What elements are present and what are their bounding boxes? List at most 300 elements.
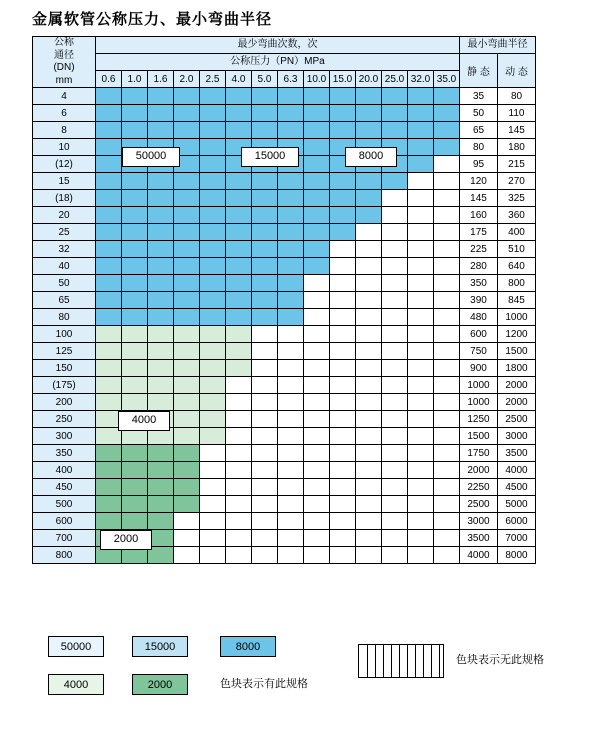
spec-cell xyxy=(278,530,304,547)
spec-cell xyxy=(96,326,122,343)
spec-cell xyxy=(278,88,304,105)
spec-cell xyxy=(382,88,408,105)
spec-cell xyxy=(304,88,330,105)
spec-cell xyxy=(96,207,122,224)
legend-swatch-50000 xyxy=(48,636,104,657)
spec-cell xyxy=(252,394,278,411)
spec-cell xyxy=(148,326,174,343)
spec-cell xyxy=(434,190,460,207)
spec-cell xyxy=(304,326,330,343)
radius-static-value: 350 xyxy=(460,275,498,292)
spec-cell xyxy=(226,224,252,241)
spec-cell xyxy=(330,547,356,564)
spec-cell xyxy=(200,394,226,411)
spec-cell xyxy=(174,326,200,343)
dn-value: 150 xyxy=(33,360,96,377)
spec-cell xyxy=(408,190,434,207)
spec-cell xyxy=(96,122,122,139)
pressure-col-header-6: 5.0 xyxy=(252,71,278,88)
spec-cell xyxy=(434,530,460,547)
spec-cell xyxy=(122,275,148,292)
spec-cell xyxy=(96,496,122,513)
table-row xyxy=(33,462,536,479)
spec-cell xyxy=(174,445,200,462)
spec-cell xyxy=(304,105,330,122)
spec-cell xyxy=(278,394,304,411)
spec-cell xyxy=(200,258,226,275)
spec-cell xyxy=(382,292,408,309)
spec-cell xyxy=(356,377,382,394)
radius-dynamic-value: 7000 xyxy=(498,530,536,547)
spec-table xyxy=(32,36,536,564)
radius-dynamic-header: 动 态 xyxy=(498,54,536,88)
spec-cell xyxy=(200,190,226,207)
inline-value-tag: 15000 xyxy=(241,147,299,167)
spec-cell xyxy=(304,547,330,564)
spec-cell xyxy=(356,309,382,326)
radius-static-value: 35 xyxy=(460,88,498,105)
dn-value: 4 xyxy=(33,88,96,105)
spec-cell xyxy=(408,326,434,343)
spec-cell xyxy=(330,530,356,547)
legend-note-has-spec: 色块表示有此规格 xyxy=(220,678,308,690)
radius-dynamic-value: 1000 xyxy=(498,309,536,326)
spec-cell xyxy=(174,377,200,394)
spec-cell xyxy=(226,479,252,496)
spec-cell xyxy=(408,105,434,122)
spec-cell xyxy=(278,547,304,564)
radius-dynamic-value: 2500 xyxy=(498,411,536,428)
spec-cell xyxy=(96,139,122,156)
spec-cell xyxy=(382,173,408,190)
spec-cell xyxy=(278,326,304,343)
spec-cell xyxy=(408,445,434,462)
pressure-col-header-0: 0.6 xyxy=(96,71,122,88)
radius-static-value: 145 xyxy=(460,190,498,207)
dn-value: 65 xyxy=(33,292,96,309)
spec-cell xyxy=(408,292,434,309)
spec-cell xyxy=(304,411,330,428)
spec-cell xyxy=(382,258,408,275)
spec-cell xyxy=(356,462,382,479)
spec-cell xyxy=(330,428,356,445)
spec-cell xyxy=(278,343,304,360)
radius-static-value: 2000 xyxy=(460,462,498,479)
dn-value: 50 xyxy=(33,275,96,292)
inline-value-tag: 2000 xyxy=(100,530,152,550)
spec-cell xyxy=(356,122,382,139)
spec-cell xyxy=(122,462,148,479)
spec-cell xyxy=(226,411,252,428)
spec-cell xyxy=(408,411,434,428)
spec-cell xyxy=(252,496,278,513)
spec-cell xyxy=(122,122,148,139)
spec-cell xyxy=(408,462,434,479)
spec-cell xyxy=(174,547,200,564)
pressure-col-header-13: 35.0 xyxy=(434,71,460,88)
spec-cell xyxy=(434,88,460,105)
spec-cell xyxy=(226,394,252,411)
spec-cell xyxy=(122,88,148,105)
spec-cell xyxy=(304,156,330,173)
spec-cell xyxy=(252,326,278,343)
legend-swatch-15000 xyxy=(132,636,188,657)
spec-cell xyxy=(304,445,330,462)
spec-cell xyxy=(148,360,174,377)
spec-cell xyxy=(252,309,278,326)
dn-value: 10 xyxy=(33,139,96,156)
spec-cell xyxy=(174,88,200,105)
spec-cell xyxy=(382,105,408,122)
table-row xyxy=(33,122,536,139)
spec-cell xyxy=(122,190,148,207)
spec-cell xyxy=(356,411,382,428)
spec-cell xyxy=(330,479,356,496)
spec-cell xyxy=(408,547,434,564)
spec-cell xyxy=(330,309,356,326)
spec-cell xyxy=(382,394,408,411)
radius-dynamic-value: 4500 xyxy=(498,479,536,496)
spec-cell xyxy=(148,479,174,496)
table-row xyxy=(33,377,536,394)
spec-cell xyxy=(148,292,174,309)
spec-cell xyxy=(278,309,304,326)
radius-dynamic-value: 2000 xyxy=(498,377,536,394)
spec-cell xyxy=(122,309,148,326)
dn-value: 300 xyxy=(33,428,96,445)
spec-cell xyxy=(304,428,330,445)
spec-cell xyxy=(96,343,122,360)
legend-label-2000: 2000 xyxy=(147,679,173,691)
spec-cell xyxy=(200,360,226,377)
dn-value: 500 xyxy=(33,496,96,513)
spec-cell xyxy=(122,105,148,122)
dn-value: 400 xyxy=(33,462,96,479)
spec-cell xyxy=(148,241,174,258)
spec-cell xyxy=(434,428,460,445)
spec-cell xyxy=(382,445,408,462)
spec-cell xyxy=(96,479,122,496)
legend-label-4000: 4000 xyxy=(63,679,89,691)
radius-dynamic-value: 6000 xyxy=(498,513,536,530)
spec-cell xyxy=(356,105,382,122)
inline-value-tag: 4000 xyxy=(118,411,170,431)
pressure-col-header-4: 2.5 xyxy=(200,71,226,88)
spec-cell xyxy=(304,496,330,513)
spec-cell xyxy=(330,190,356,207)
spec-cell xyxy=(200,241,226,258)
spec-cell xyxy=(226,309,252,326)
spec-cell xyxy=(252,530,278,547)
spec-cell xyxy=(434,241,460,258)
spec-cell xyxy=(226,513,252,530)
radius-dynamic-value: 110 xyxy=(498,105,536,122)
spec-cell xyxy=(226,496,252,513)
spec-cell xyxy=(304,122,330,139)
legend-swatch-8000 xyxy=(220,636,276,657)
spec-cell xyxy=(122,360,148,377)
spec-cell xyxy=(226,428,252,445)
dn-value: 32 xyxy=(33,241,96,258)
spec-cell xyxy=(226,105,252,122)
spec-cell xyxy=(278,445,304,462)
spec-cell xyxy=(356,241,382,258)
spec-cell xyxy=(330,173,356,190)
spec-cell xyxy=(122,394,148,411)
radius-static-value: 1750 xyxy=(460,445,498,462)
spec-cell xyxy=(96,224,122,241)
dn-header-line-1: 公称 xyxy=(54,37,74,48)
spec-cell xyxy=(226,275,252,292)
spec-cell xyxy=(252,122,278,139)
spec-cell xyxy=(408,241,434,258)
radius-dynamic-value: 80 xyxy=(498,88,536,105)
spec-cell xyxy=(148,343,174,360)
dn-value: 800 xyxy=(33,547,96,564)
spec-cell xyxy=(200,275,226,292)
spec-cell xyxy=(434,377,460,394)
spec-cell xyxy=(122,445,148,462)
table-row xyxy=(33,360,536,377)
radius-dynamic-value: 215 xyxy=(498,156,536,173)
spec-cell xyxy=(252,411,278,428)
spec-cell xyxy=(174,258,200,275)
spec-cell xyxy=(304,394,330,411)
table-row xyxy=(33,292,536,309)
spec-cell xyxy=(356,190,382,207)
spec-cell xyxy=(278,224,304,241)
dn-value: 15 xyxy=(33,173,96,190)
spec-cell xyxy=(434,360,460,377)
spec-cell xyxy=(434,122,460,139)
spec-cell xyxy=(200,292,226,309)
spec-cell xyxy=(226,173,252,190)
spec-cell xyxy=(122,241,148,258)
spec-cell xyxy=(278,462,304,479)
spec-cell xyxy=(382,241,408,258)
spec-cell xyxy=(278,496,304,513)
spec-cell xyxy=(330,241,356,258)
spec-cell xyxy=(252,258,278,275)
dn-value: 100 xyxy=(33,326,96,343)
spec-cell xyxy=(434,326,460,343)
radius-static-value: 175 xyxy=(460,224,498,241)
table-row xyxy=(33,326,536,343)
spec-cell xyxy=(356,326,382,343)
dn-header-cell xyxy=(33,37,96,88)
pressure-col-header-9: 15.0 xyxy=(330,71,356,88)
spec-cell xyxy=(200,513,226,530)
radius-dynamic-value: 5000 xyxy=(498,496,536,513)
spec-cell xyxy=(148,258,174,275)
spec-cell xyxy=(252,207,278,224)
spec-cell xyxy=(148,207,174,224)
spec-cell xyxy=(200,139,226,156)
spec-cell xyxy=(434,343,460,360)
spec-cell xyxy=(304,309,330,326)
pressure-col-header-8: 10.0 xyxy=(304,71,330,88)
spec-cell xyxy=(382,547,408,564)
spec-cell xyxy=(356,547,382,564)
spec-cell xyxy=(200,207,226,224)
spec-cell xyxy=(304,190,330,207)
spec-cell xyxy=(252,428,278,445)
table-row xyxy=(33,173,536,190)
spec-cell xyxy=(330,360,356,377)
spec-cell xyxy=(330,258,356,275)
pressure-col-header-1: 1.0 xyxy=(122,71,148,88)
radius-static-value: 2500 xyxy=(460,496,498,513)
radius-dynamic-value: 1800 xyxy=(498,360,536,377)
radius-dynamic-value: 3500 xyxy=(498,445,536,462)
pressure-col-header-2: 1.6 xyxy=(148,71,174,88)
spec-cell xyxy=(200,105,226,122)
radius-static-value: 1250 xyxy=(460,411,498,428)
spec-cell xyxy=(200,173,226,190)
dn-value: 80 xyxy=(33,309,96,326)
spec-cell xyxy=(174,309,200,326)
spec-cell xyxy=(356,173,382,190)
inline-value-tag: 50000 xyxy=(122,147,180,167)
spec-cell xyxy=(356,292,382,309)
pressure-col-header-5: 4.0 xyxy=(226,71,252,88)
radius-static-value: 900 xyxy=(460,360,498,377)
spec-cell xyxy=(304,360,330,377)
spec-cell xyxy=(226,258,252,275)
radius-static-value: 65 xyxy=(460,122,498,139)
spec-cell xyxy=(408,122,434,139)
spec-cell xyxy=(200,530,226,547)
bend-times-header: 最少弯曲次数，次 xyxy=(96,37,460,54)
radius-static-value: 750 xyxy=(460,343,498,360)
spec-cell xyxy=(148,275,174,292)
spec-cell xyxy=(434,547,460,564)
spec-cell xyxy=(408,258,434,275)
spec-cell xyxy=(330,411,356,428)
pressure-col-header-7: 6.3 xyxy=(278,71,304,88)
spec-cell xyxy=(382,122,408,139)
spec-cell xyxy=(252,292,278,309)
table-row xyxy=(33,394,536,411)
spec-cell xyxy=(278,105,304,122)
spec-cell xyxy=(174,513,200,530)
spec-cell xyxy=(382,309,408,326)
radius-static-value: 600 xyxy=(460,326,498,343)
spec-cell xyxy=(356,224,382,241)
spec-cell xyxy=(200,496,226,513)
spec-cell xyxy=(356,479,382,496)
table-header xyxy=(33,37,536,88)
table-row xyxy=(33,241,536,258)
spec-cell xyxy=(174,207,200,224)
spec-cell xyxy=(252,462,278,479)
legend-note-no-spec: 色块表示无此规格 xyxy=(456,654,544,666)
spec-cell xyxy=(252,513,278,530)
legend-label-50000: 50000 xyxy=(60,641,92,653)
spec-cell xyxy=(96,360,122,377)
spec-cell xyxy=(200,377,226,394)
radius-static-value: 95 xyxy=(460,156,498,173)
dn-value: 20 xyxy=(33,207,96,224)
radius-static-value: 80 xyxy=(460,139,498,156)
spec-cell xyxy=(148,377,174,394)
table-row xyxy=(33,343,536,360)
spec-cell xyxy=(252,547,278,564)
spec-cell xyxy=(174,190,200,207)
bend-radius-header: 最小弯曲半径 xyxy=(460,37,536,54)
spec-cell xyxy=(200,479,226,496)
radius-dynamic-value: 1200 xyxy=(498,326,536,343)
spec-cell xyxy=(408,394,434,411)
spec-cell xyxy=(174,224,200,241)
radius-dynamic-value: 360 xyxy=(498,207,536,224)
spec-cell xyxy=(408,139,434,156)
spec-cell xyxy=(382,496,408,513)
spec-cell xyxy=(330,88,356,105)
dn-value: 40 xyxy=(33,258,96,275)
radius-dynamic-value: 270 xyxy=(498,173,536,190)
spec-cell xyxy=(226,241,252,258)
dn-value: (175) xyxy=(33,377,96,394)
dn-value: 600 xyxy=(33,513,96,530)
spec-cell xyxy=(122,173,148,190)
pressure-col-header-10: 20.0 xyxy=(356,71,382,88)
spec-cell xyxy=(382,360,408,377)
spec-cell xyxy=(174,428,200,445)
pressure-col-header-12: 32.0 xyxy=(408,71,434,88)
spec-cell xyxy=(96,394,122,411)
dn-value: 700 xyxy=(33,530,96,547)
spec-cell xyxy=(226,547,252,564)
spec-cell xyxy=(226,122,252,139)
spec-cell xyxy=(200,224,226,241)
spec-cell xyxy=(408,530,434,547)
spec-cell xyxy=(356,258,382,275)
radius-static-value: 480 xyxy=(460,309,498,326)
spec-cell xyxy=(330,105,356,122)
spec-cell xyxy=(382,462,408,479)
spec-cell xyxy=(304,139,330,156)
spec-cell xyxy=(304,377,330,394)
spec-cell xyxy=(278,258,304,275)
spec-cell xyxy=(96,105,122,122)
spec-cell xyxy=(200,88,226,105)
spec-cell xyxy=(278,122,304,139)
spec-cell xyxy=(200,445,226,462)
radius-dynamic-value: 325 xyxy=(498,190,536,207)
spec-cell xyxy=(434,224,460,241)
spec-cell xyxy=(304,173,330,190)
spec-cell xyxy=(408,377,434,394)
spec-cell xyxy=(148,513,174,530)
spec-cell xyxy=(330,496,356,513)
spec-cell xyxy=(96,377,122,394)
radius-static-value: 280 xyxy=(460,258,498,275)
table-row xyxy=(33,309,536,326)
spec-cell xyxy=(356,88,382,105)
radius-dynamic-value: 3000 xyxy=(498,428,536,445)
spec-cell xyxy=(122,326,148,343)
table-row xyxy=(33,496,536,513)
spec-cell xyxy=(304,224,330,241)
dn-value: 125 xyxy=(33,343,96,360)
spec-cell xyxy=(200,326,226,343)
spec-cell xyxy=(304,343,330,360)
spec-cell xyxy=(252,173,278,190)
spec-cell xyxy=(174,173,200,190)
dn-value: 250 xyxy=(33,411,96,428)
spec-cell xyxy=(174,275,200,292)
